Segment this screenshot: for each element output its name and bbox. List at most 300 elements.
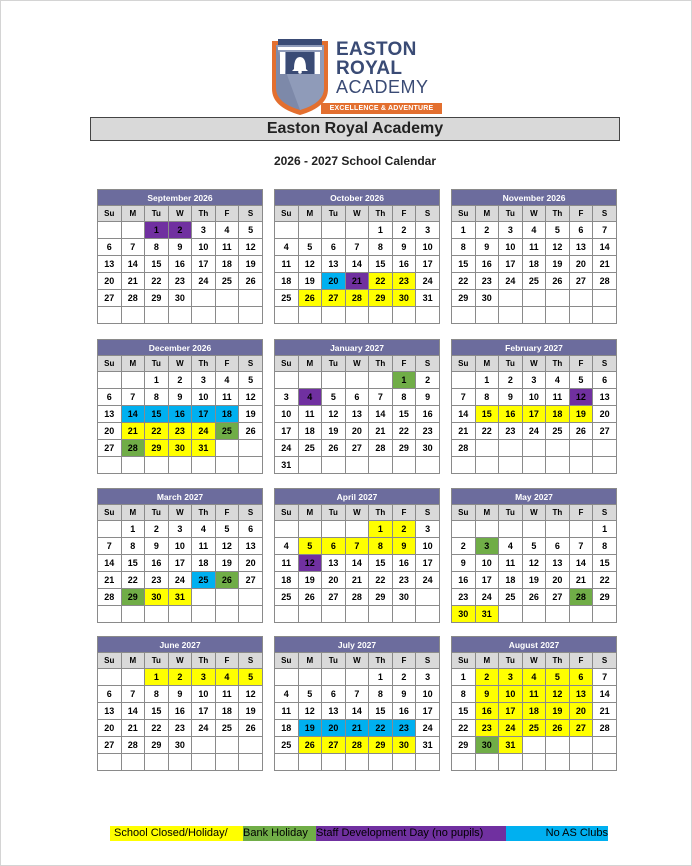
day-cell: 7 <box>121 686 145 703</box>
empty-cell <box>121 754 145 771</box>
day-cell: 10 <box>275 406 299 423</box>
day-cell: 20 <box>322 273 346 290</box>
weekday-header: M <box>121 653 145 669</box>
empty-cell <box>239 440 263 457</box>
empty-cell <box>345 307 369 324</box>
empty-cell <box>369 372 393 389</box>
day-cell: 9 <box>475 686 499 703</box>
day-cell: 11 <box>546 389 570 406</box>
day-cell: 4 <box>215 372 239 389</box>
empty-cell <box>546 606 570 623</box>
day-cell: 15 <box>369 256 393 273</box>
empty-cell <box>239 754 263 771</box>
day-cell: 25 <box>215 423 239 440</box>
weekday-header: W <box>168 505 192 521</box>
day-cell: 27 <box>239 572 263 589</box>
weekday-header: Su <box>452 356 476 372</box>
day-cell: 17 <box>522 406 546 423</box>
day-cell: 22 <box>145 423 169 440</box>
weekday-header: W <box>345 653 369 669</box>
month-header: June 2027 <box>98 637 263 653</box>
day-cell: 2 <box>475 669 499 686</box>
day-cell: 8 <box>593 538 617 555</box>
day-cell: 9 <box>168 686 192 703</box>
day-cell: 4 <box>499 538 523 555</box>
empty-cell <box>546 737 570 754</box>
day-cell: 29 <box>452 290 476 307</box>
day-cell: 16 <box>475 703 499 720</box>
empty-cell <box>98 754 122 771</box>
day-cell: 16 <box>452 572 476 589</box>
day-cell: 18 <box>215 703 239 720</box>
day-cell: 15 <box>452 256 476 273</box>
day-cell: 15 <box>121 555 145 572</box>
day-cell: 25 <box>275 589 299 606</box>
day-cell: 19 <box>239 703 263 720</box>
day-cell: 15 <box>145 406 169 423</box>
day-cell: 12 <box>298 555 322 572</box>
empty-cell <box>569 307 593 324</box>
weekday-header: Th <box>369 653 393 669</box>
day-cell: 13 <box>546 555 570 572</box>
month-header: November 2026 <box>452 190 617 206</box>
day-cell: 3 <box>416 521 440 538</box>
day-cell: 3 <box>192 222 216 239</box>
empty-cell <box>239 737 263 754</box>
day-cell: 5 <box>569 372 593 389</box>
day-cell: 28 <box>121 290 145 307</box>
empty-cell <box>215 440 239 457</box>
day-cell: 21 <box>369 423 393 440</box>
month-calendar <box>97 189 263 324</box>
empty-cell <box>98 669 122 686</box>
weekday-header: F <box>392 505 416 521</box>
day-cell: 15 <box>392 406 416 423</box>
empty-cell <box>522 290 546 307</box>
day-cell: 13 <box>322 703 346 720</box>
day-cell: 18 <box>499 572 523 589</box>
weekday-header: S <box>593 206 617 222</box>
weekday-header: M <box>121 356 145 372</box>
empty-cell <box>192 606 216 623</box>
day-cell: 13 <box>569 686 593 703</box>
day-cell: 12 <box>546 686 570 703</box>
day-cell: 18 <box>275 720 299 737</box>
day-cell: 19 <box>239 406 263 423</box>
day-cell: 15 <box>593 555 617 572</box>
day-cell: 29 <box>452 737 476 754</box>
empty-cell <box>145 606 169 623</box>
day-cell: 26 <box>215 572 239 589</box>
day-cell: 5 <box>215 521 239 538</box>
empty-cell <box>98 521 122 538</box>
day-cell: 1 <box>452 669 476 686</box>
day-cell: 27 <box>322 290 346 307</box>
day-cell: 1 <box>593 521 617 538</box>
day-cell: 6 <box>593 372 617 389</box>
empty-cell <box>345 606 369 623</box>
legend-bank-holiday: Bank Holiday <box>243 826 316 841</box>
weekday-header: Th <box>546 206 570 222</box>
day-cell: 8 <box>392 389 416 406</box>
legend-staff-development: Staff Development Day (no pupils) <box>316 826 506 841</box>
day-cell: 27 <box>98 737 122 754</box>
day-cell: 23 <box>452 589 476 606</box>
day-cell: 26 <box>546 720 570 737</box>
empty-cell <box>546 521 570 538</box>
empty-cell <box>546 290 570 307</box>
empty-cell <box>215 290 239 307</box>
empty-cell <box>192 457 216 474</box>
month-calendar <box>274 339 440 474</box>
empty-cell <box>569 290 593 307</box>
empty-cell <box>98 307 122 324</box>
weekday-header: Tu <box>145 206 169 222</box>
day-cell: 31 <box>275 457 299 474</box>
day-cell: 19 <box>298 273 322 290</box>
weekday-header: F <box>569 505 593 521</box>
day-cell: 23 <box>416 423 440 440</box>
empty-cell <box>499 606 523 623</box>
weekday-header: S <box>416 505 440 521</box>
empty-cell <box>215 606 239 623</box>
empty-cell <box>98 372 122 389</box>
weekday-header: Tu <box>145 653 169 669</box>
day-cell: 27 <box>593 423 617 440</box>
weekday-header: Tu <box>499 653 523 669</box>
day-cell: 8 <box>145 389 169 406</box>
empty-cell <box>275 669 299 686</box>
month-header: February 2027 <box>452 340 617 356</box>
logo-tagline: EXCELLENCE & ADVENTURE <box>321 103 442 114</box>
day-cell: 5 <box>298 239 322 256</box>
empty-cell <box>275 372 299 389</box>
day-cell: 29 <box>145 440 169 457</box>
empty-cell <box>475 457 499 474</box>
weekday-header: Su <box>452 206 476 222</box>
day-cell: 20 <box>345 423 369 440</box>
day-cell: 30 <box>168 737 192 754</box>
day-cell: 4 <box>192 521 216 538</box>
day-cell: 20 <box>98 423 122 440</box>
legend-school-closed: School Closed/Holiday/ <box>110 826 243 841</box>
day-cell: 11 <box>522 239 546 256</box>
day-cell: 23 <box>392 572 416 589</box>
day-cell: 5 <box>546 669 570 686</box>
empty-cell <box>168 307 192 324</box>
weekday-header: M <box>475 505 499 521</box>
weekday-header: Th <box>369 505 393 521</box>
empty-cell <box>452 307 476 324</box>
weekday-header: F <box>569 206 593 222</box>
weekday-header: Th <box>192 206 216 222</box>
empty-cell <box>369 457 393 474</box>
day-cell: 26 <box>298 589 322 606</box>
empty-cell <box>192 589 216 606</box>
weekday-header: F <box>569 356 593 372</box>
month-calendar <box>97 339 263 474</box>
weekday-header: Su <box>98 356 122 372</box>
day-cell: 5 <box>298 538 322 555</box>
empty-cell <box>345 521 369 538</box>
weekday-header: M <box>475 206 499 222</box>
day-cell: 2 <box>392 521 416 538</box>
empty-cell <box>168 606 192 623</box>
day-cell: 11 <box>215 686 239 703</box>
empty-cell <box>546 307 570 324</box>
day-cell: 4 <box>275 239 299 256</box>
day-cell: 4 <box>275 538 299 555</box>
day-cell: 19 <box>298 572 322 589</box>
day-cell: 3 <box>192 669 216 686</box>
day-cell: 30 <box>168 440 192 457</box>
month-header: April 2027 <box>275 489 440 505</box>
empty-cell <box>522 521 546 538</box>
day-cell: 13 <box>98 256 122 273</box>
day-cell: 14 <box>345 555 369 572</box>
month-calendar <box>451 488 617 623</box>
weekday-header: Th <box>369 206 393 222</box>
day-cell: 2 <box>168 372 192 389</box>
day-cell: 9 <box>392 686 416 703</box>
day-cell: 24 <box>522 423 546 440</box>
weekday-header: M <box>475 356 499 372</box>
empty-cell <box>569 606 593 623</box>
empty-cell <box>239 457 263 474</box>
day-cell: 6 <box>569 222 593 239</box>
day-cell: 26 <box>322 440 346 457</box>
weekday-header: Tu <box>499 505 523 521</box>
day-cell: 3 <box>416 669 440 686</box>
empty-cell <box>322 222 346 239</box>
day-cell: 21 <box>593 256 617 273</box>
empty-cell <box>593 457 617 474</box>
day-cell: 22 <box>452 720 476 737</box>
day-cell: 17 <box>499 703 523 720</box>
day-cell: 18 <box>215 256 239 273</box>
empty-cell <box>392 457 416 474</box>
empty-cell <box>298 222 322 239</box>
day-cell: 2 <box>416 372 440 389</box>
empty-cell <box>452 754 476 771</box>
day-cell: 31 <box>168 589 192 606</box>
empty-cell <box>145 754 169 771</box>
weekday-header: W <box>168 653 192 669</box>
empty-cell <box>239 589 263 606</box>
day-cell: 13 <box>98 703 122 720</box>
day-cell: 16 <box>475 256 499 273</box>
day-cell: 24 <box>499 273 523 290</box>
day-cell: 23 <box>392 720 416 737</box>
empty-cell <box>275 222 299 239</box>
day-cell: 23 <box>145 572 169 589</box>
empty-cell <box>452 457 476 474</box>
day-cell: 23 <box>168 720 192 737</box>
day-cell: 2 <box>168 669 192 686</box>
empty-cell <box>345 372 369 389</box>
weekday-header: Su <box>452 505 476 521</box>
day-cell: 26 <box>569 423 593 440</box>
day-cell: 11 <box>192 538 216 555</box>
empty-cell <box>121 457 145 474</box>
day-cell: 9 <box>452 555 476 572</box>
day-cell: 21 <box>121 720 145 737</box>
day-cell: 13 <box>569 239 593 256</box>
empty-cell <box>322 372 346 389</box>
day-cell: 22 <box>121 572 145 589</box>
empty-cell <box>416 589 440 606</box>
day-cell: 4 <box>546 372 570 389</box>
empty-cell <box>298 457 322 474</box>
day-cell: 25 <box>546 423 570 440</box>
day-cell: 31 <box>192 440 216 457</box>
weekday-header: Tu <box>322 206 346 222</box>
empty-cell <box>215 589 239 606</box>
weekday-header: F <box>215 206 239 222</box>
day-cell: 12 <box>322 406 346 423</box>
day-cell: 3 <box>275 389 299 406</box>
empty-cell <box>121 307 145 324</box>
weekday-header: Tu <box>145 356 169 372</box>
day-cell: 9 <box>392 538 416 555</box>
day-cell: 29 <box>145 290 169 307</box>
day-cell: 4 <box>215 669 239 686</box>
day-cell: 23 <box>475 273 499 290</box>
day-cell: 24 <box>475 589 499 606</box>
day-cell: 12 <box>546 239 570 256</box>
weekday-header: M <box>121 505 145 521</box>
day-cell: 10 <box>499 239 523 256</box>
day-cell: 11 <box>215 389 239 406</box>
day-cell: 26 <box>522 589 546 606</box>
day-cell: 21 <box>345 273 369 290</box>
weekday-header: Th <box>192 653 216 669</box>
day-cell: 2 <box>168 222 192 239</box>
day-cell: 4 <box>522 669 546 686</box>
weekday-header: Th <box>192 356 216 372</box>
day-cell: 26 <box>239 423 263 440</box>
day-cell: 11 <box>522 686 546 703</box>
empty-cell <box>522 440 546 457</box>
weekday-header: Th <box>192 505 216 521</box>
empty-cell <box>322 669 346 686</box>
day-cell: 26 <box>239 273 263 290</box>
weekday-header: Su <box>98 505 122 521</box>
month-header: September 2026 <box>98 190 263 206</box>
day-cell: 8 <box>369 239 393 256</box>
day-cell: 30 <box>392 737 416 754</box>
empty-cell <box>546 440 570 457</box>
empty-cell <box>168 457 192 474</box>
day-cell: 6 <box>322 239 346 256</box>
day-cell: 29 <box>392 440 416 457</box>
day-cell: 25 <box>499 589 523 606</box>
weekday-header: Tu <box>499 356 523 372</box>
day-cell: 5 <box>522 538 546 555</box>
day-cell: 6 <box>322 538 346 555</box>
month-header: August 2027 <box>452 637 617 653</box>
day-cell: 25 <box>215 273 239 290</box>
day-cell: 31 <box>416 290 440 307</box>
day-cell: 9 <box>475 239 499 256</box>
day-cell: 23 <box>392 273 416 290</box>
logo-text-line2: ROYAL <box>336 58 403 79</box>
day-cell: 9 <box>168 389 192 406</box>
day-cell: 11 <box>275 256 299 273</box>
day-cell: 17 <box>192 703 216 720</box>
empty-cell <box>593 754 617 771</box>
empty-cell <box>98 457 122 474</box>
weekday-header: M <box>298 505 322 521</box>
day-cell: 21 <box>121 273 145 290</box>
day-cell: 20 <box>322 572 346 589</box>
weekday-header: Th <box>546 356 570 372</box>
day-cell: 28 <box>345 589 369 606</box>
day-cell: 9 <box>392 239 416 256</box>
day-cell: 6 <box>98 389 122 406</box>
day-cell: 23 <box>499 423 523 440</box>
empty-cell <box>475 521 499 538</box>
day-cell: 16 <box>392 703 416 720</box>
day-cell: 18 <box>522 703 546 720</box>
day-cell: 16 <box>499 406 523 423</box>
day-cell: 15 <box>145 703 169 720</box>
empty-cell <box>121 222 145 239</box>
weekday-header: M <box>298 653 322 669</box>
day-cell: 6 <box>546 538 570 555</box>
day-cell: 25 <box>522 720 546 737</box>
empty-cell <box>275 521 299 538</box>
day-cell: 5 <box>298 686 322 703</box>
weekday-header: W <box>345 356 369 372</box>
day-cell: 13 <box>345 406 369 423</box>
empty-cell <box>345 669 369 686</box>
day-cell: 28 <box>345 737 369 754</box>
empty-cell <box>322 606 346 623</box>
day-cell: 8 <box>145 239 169 256</box>
day-cell: 15 <box>475 406 499 423</box>
day-cell: 3 <box>416 222 440 239</box>
day-cell: 10 <box>475 555 499 572</box>
logo-text-line3: ACADEMY <box>336 77 429 97</box>
day-cell: 16 <box>416 406 440 423</box>
day-cell: 10 <box>192 239 216 256</box>
day-cell: 22 <box>145 720 169 737</box>
day-cell: 20 <box>569 703 593 720</box>
day-cell: 14 <box>452 406 476 423</box>
day-cell: 8 <box>452 239 476 256</box>
day-cell: 3 <box>522 372 546 389</box>
day-cell: 3 <box>475 538 499 555</box>
day-cell: 6 <box>345 389 369 406</box>
empty-cell <box>369 307 393 324</box>
weekday-header: Su <box>452 653 476 669</box>
day-cell: 14 <box>569 555 593 572</box>
month-header: May 2027 <box>452 489 617 505</box>
day-cell: 15 <box>452 703 476 720</box>
empty-cell <box>275 307 299 324</box>
day-cell: 21 <box>345 720 369 737</box>
weekday-header: M <box>475 653 499 669</box>
day-cell: 30 <box>416 440 440 457</box>
empty-cell <box>192 290 216 307</box>
day-cell: 17 <box>475 572 499 589</box>
day-cell: 12 <box>239 686 263 703</box>
day-cell: 27 <box>569 273 593 290</box>
day-cell: 19 <box>322 423 346 440</box>
day-cell: 21 <box>569 572 593 589</box>
day-cell: 5 <box>239 372 263 389</box>
